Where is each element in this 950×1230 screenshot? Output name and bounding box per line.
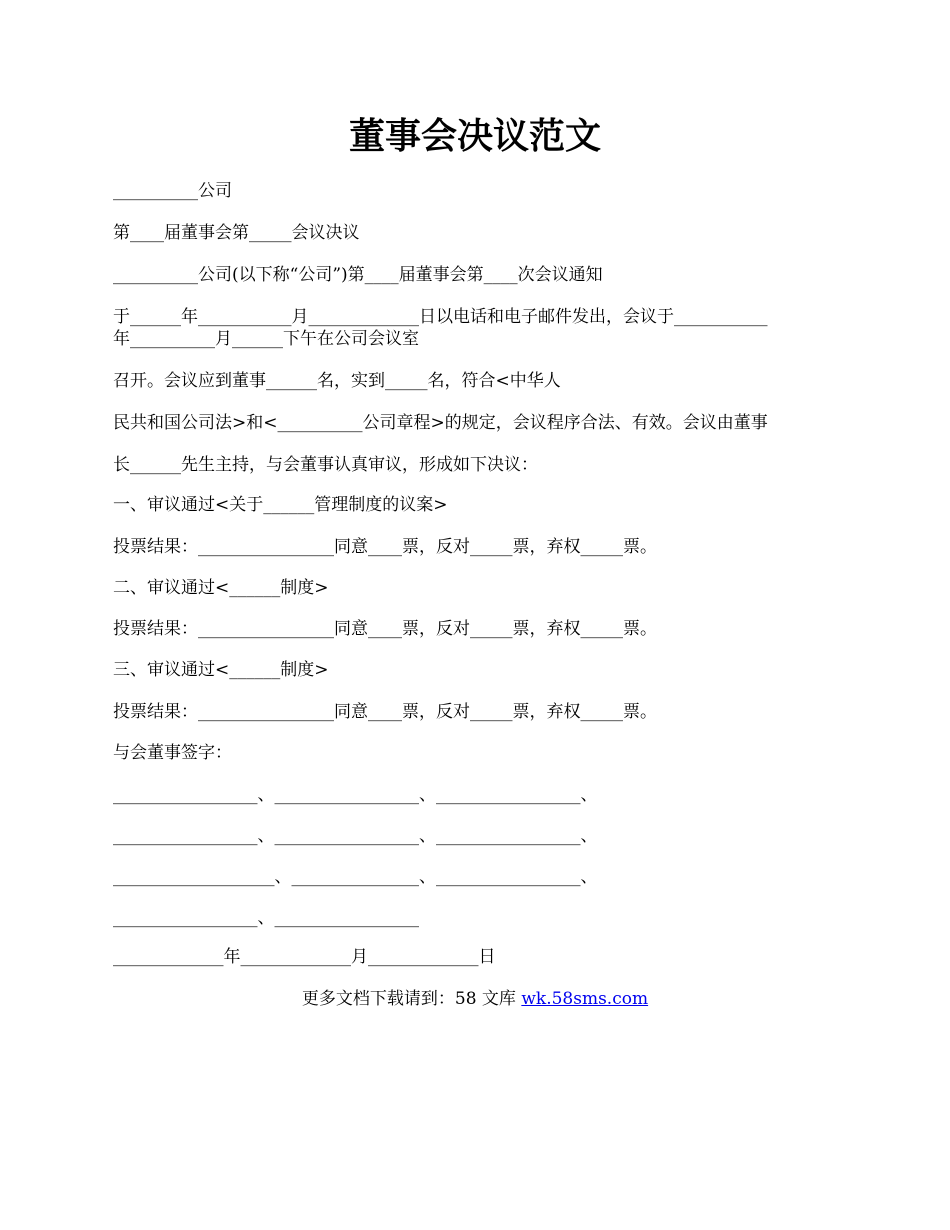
- meeting-notice-line: __________公司(以下称“公司”)第____届董事会第____次会议通知: [113, 265, 603, 285]
- resolution-heading: 第____届董事会第_____会议决议: [113, 223, 360, 243]
- footer-link[interactable]: wk.58sms.com: [521, 989, 649, 1009]
- vote-result-1: 投票结果：________________同意____票，反对_____票，弃权_____票。: [113, 537, 657, 557]
- resolution-2: 二、审议通过<______制度>: [113, 578, 329, 598]
- signature-row: _________________、_________________: [113, 908, 419, 928]
- attendance-line: 召开。会议应到董事______名，实到_____名，符合<中华人: [113, 371, 561, 391]
- chair-line: 长______先生主持，与会董事认真审议，形成如下决议：: [113, 455, 538, 475]
- document-title: 董事会决议范文: [348, 115, 601, 157]
- company-name-line: __________公司: [113, 181, 232, 201]
- notice-date-line: 于______年___________月_____________日以电话和电子邮件发出，会议于___________: [113, 307, 768, 327]
- vote-result-2: 投票结果：________________同意____票，反对_____票，弃权_____票。: [113, 619, 657, 639]
- meeting-date-line: 年__________月______下午在公司会议室: [113, 329, 419, 349]
- vote-result-3: 投票结果：________________同意____票，反对_____票，弃权_____票。: [113, 702, 657, 722]
- signature-row: _________________、_________________、_________________、: [113, 785, 598, 805]
- signature-row: ___________________、_______________、_________________、: [113, 867, 598, 887]
- legal-compliance-line: 民共和国公司法>和<__________公司章程>的规定，会议程序合法、有效。会议由董事: [113, 413, 768, 433]
- date-line: _____________年_____________月_____________日: [113, 947, 496, 967]
- footer-text: 更多文档下载请到：58 文库: [301, 989, 522, 1009]
- resolution-3: 三、审议通过<______制度>: [113, 660, 329, 680]
- resolution-1: 一、审议通过<关于______管理制度的议案>: [113, 495, 448, 515]
- download-footer: [0, 988, 950, 1010]
- signature-label: 与会董事签字：: [113, 743, 232, 763]
- signature-row: _________________、_________________、_________________、: [113, 826, 598, 846]
